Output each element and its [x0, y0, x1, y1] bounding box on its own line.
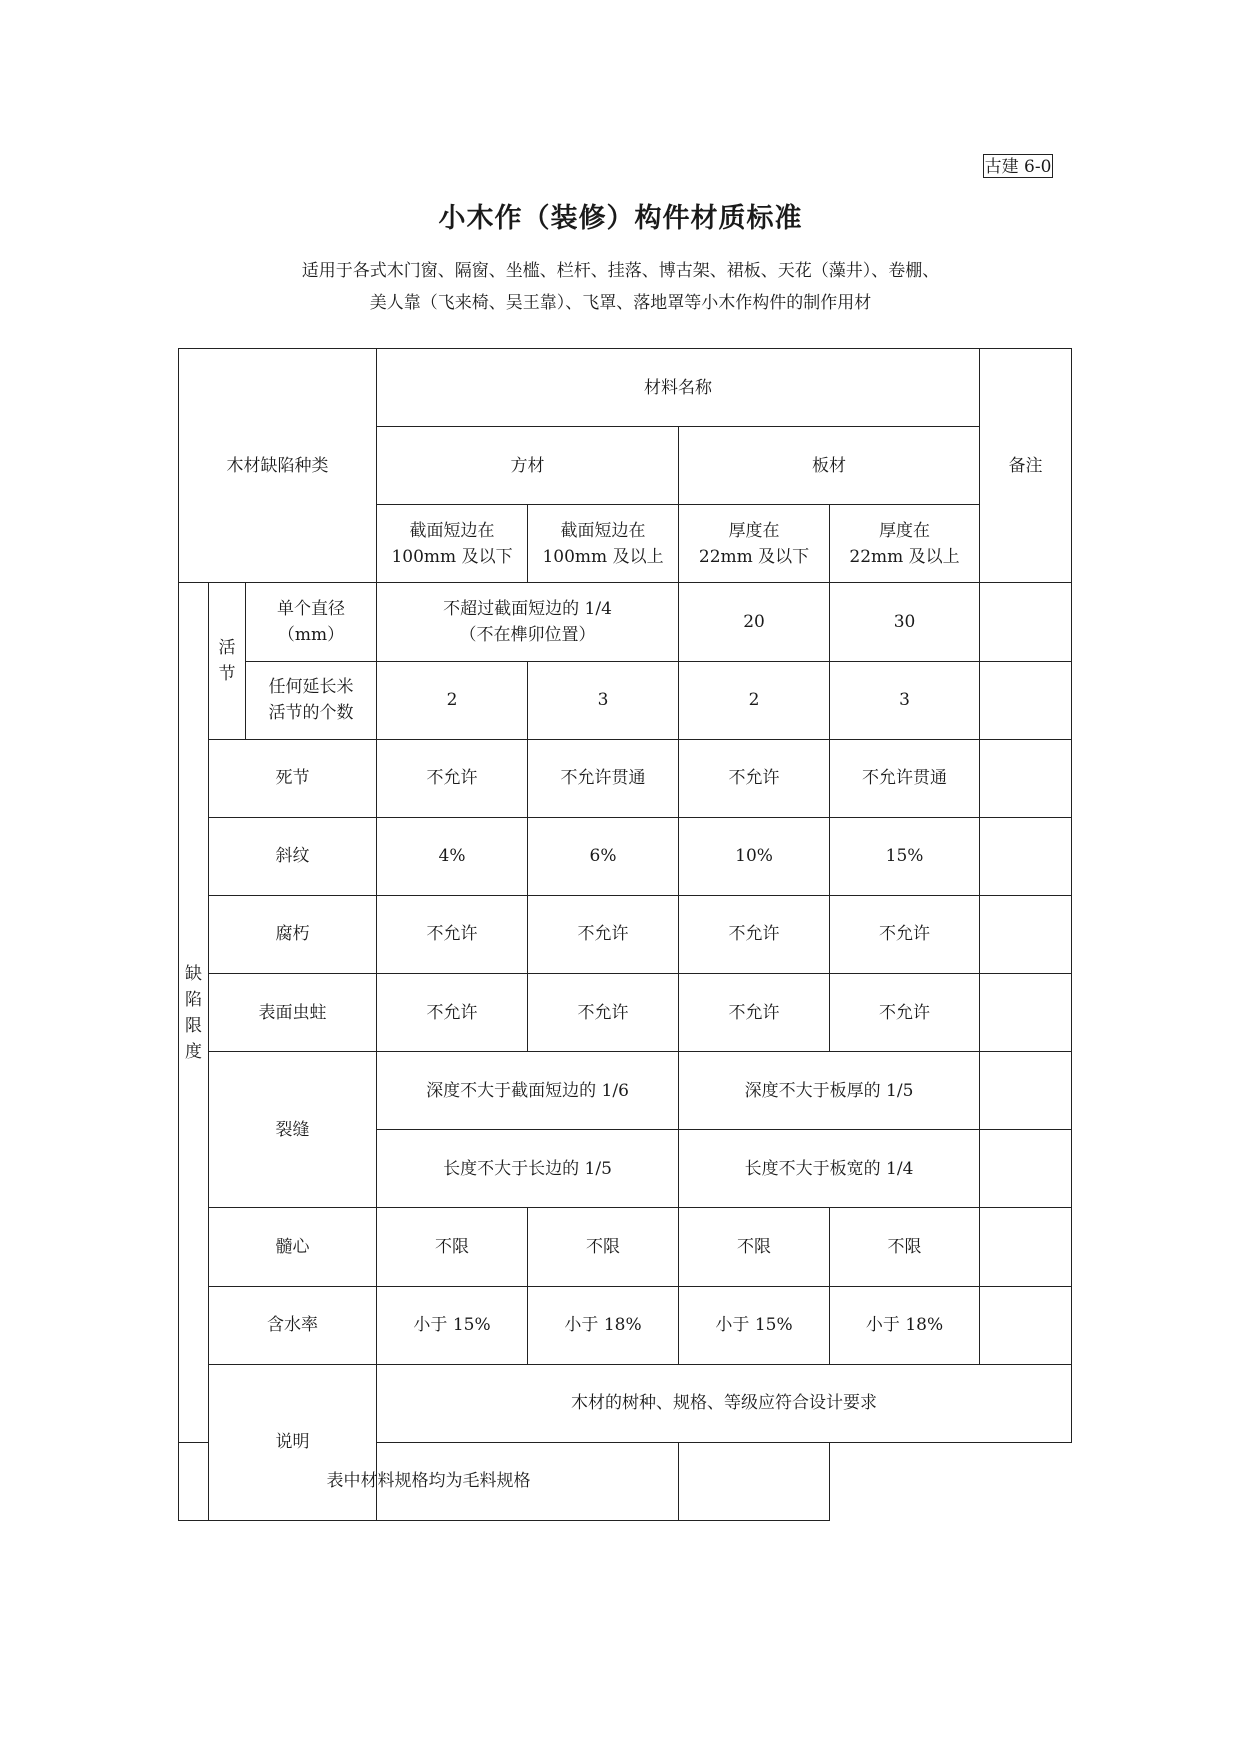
- remarks-cell: [980, 1052, 1072, 1130]
- remarks-cell: [679, 1442, 830, 1520]
- moisture-value: 小于 15%: [377, 1286, 528, 1364]
- moisture-value: 小于 18%: [830, 1286, 980, 1364]
- crack-square-depth: 深度不大于截面短边的 1/6: [377, 1052, 679, 1130]
- notes-label: 说明: [209, 1364, 377, 1520]
- knot-count-value: 2: [679, 661, 830, 739]
- remarks-cell: [980, 1208, 1072, 1286]
- header-sub-2: 截面短边在 100mm 及以上: [528, 505, 679, 583]
- decay-value: 不允许: [830, 895, 980, 973]
- moisture-label: 含水率: [209, 1286, 377, 1364]
- decay-value: 不允许: [377, 895, 528, 973]
- knot-diameter-board-thin: 20: [679, 583, 830, 661]
- knot-diameter-board-thick: 30: [830, 583, 980, 661]
- insect-label: 表面虫蛀: [209, 974, 377, 1052]
- row-knot-count: [179, 661, 1072, 739]
- row-dead-knot: [179, 739, 1072, 817]
- knot-count-value: 3: [528, 661, 679, 739]
- header-row-1: [179, 349, 1072, 427]
- header-sub-4: 厚度在 22mm 及以上: [830, 505, 980, 583]
- material-standard-table: [178, 348, 1072, 1521]
- crack-square-length: 长度不大于长边的 1/5: [377, 1130, 679, 1208]
- header-square: 方材: [377, 427, 679, 505]
- slope-label: 斜纹: [209, 817, 377, 895]
- header-sub-1: 截面短边在 100mm 及以下: [377, 505, 528, 583]
- knot-diameter-label: 单个直径 （mm）: [246, 583, 377, 661]
- insect-value: 不允许: [377, 974, 528, 1052]
- row-pith: [179, 1208, 1072, 1286]
- insect-value: 不允许: [679, 974, 830, 1052]
- slope-value: 4%: [377, 817, 528, 895]
- document-title: 小木作（装修）构件材质标准: [438, 203, 803, 234]
- dead-knot-label: 死节: [209, 739, 377, 817]
- pith-label: 髓心: [209, 1208, 377, 1286]
- header-material-name: 材料名称: [377, 349, 980, 427]
- slope-value: 10%: [679, 817, 830, 895]
- document-code: 古建 6-0: [983, 154, 1053, 178]
- crack-board-depth: 深度不大于板厚的 1/5: [679, 1052, 980, 1130]
- pith-value: 不限: [679, 1208, 830, 1286]
- header-board: 板材: [679, 427, 980, 505]
- remarks-cell: [980, 817, 1072, 895]
- dead-knot-value: 不允许: [679, 739, 830, 817]
- decay-value: 不允许: [679, 895, 830, 973]
- knot-diameter-square: 不超过截面短边的 1/4 （不在榫卯位置）: [377, 583, 679, 661]
- remarks-cell: [980, 583, 1072, 661]
- knot-count-value: 3: [830, 661, 980, 739]
- dead-knot-value: 不允许贯通: [830, 739, 980, 817]
- moisture-value: 小于 15%: [679, 1286, 830, 1364]
- crack-board-length: 长度不大于板宽的 1/4: [679, 1130, 980, 1208]
- defect-limit-group-label: 缺 陷 限 度: [179, 583, 209, 1442]
- insect-value: 不允许: [830, 974, 980, 1052]
- remarks-cell: [980, 661, 1072, 739]
- header-remarks: 备注: [980, 349, 1072, 583]
- note-line-2: 表中材料规格均为毛料规格: [179, 1442, 679, 1520]
- pith-value: 不限: [830, 1208, 980, 1286]
- pith-value: 不限: [377, 1208, 528, 1286]
- remarks-cell: [980, 1130, 1072, 1208]
- knot-count-label: 任何延长米 活节的个数: [246, 661, 377, 739]
- subtitle-line-1: 适用于各式木门窗、隔窗、坐槛、栏杆、挂落、博古架、裙板、天花（藻井）、卷棚、: [301, 261, 940, 281]
- dead-knot-value: 不允许: [377, 739, 528, 817]
- row-knot-diameter: [179, 583, 1072, 661]
- remarks-cell: [980, 1286, 1072, 1364]
- slope-value: 15%: [830, 817, 980, 895]
- row-moisture: [179, 1286, 1072, 1364]
- pith-value: 不限: [528, 1208, 679, 1286]
- note-line-1: 木材的树种、规格、等级应符合设计要求: [377, 1364, 1072, 1442]
- decay-value: 不允许: [528, 895, 679, 973]
- row-slope: [179, 817, 1072, 895]
- header-defect-type: 木材缺陷种类: [179, 349, 377, 583]
- moisture-value: 小于 18%: [528, 1286, 679, 1364]
- remarks-cell: [980, 974, 1072, 1052]
- insect-value: 不允许: [528, 974, 679, 1052]
- decay-label: 腐朽: [209, 895, 377, 973]
- row-insect: [179, 974, 1072, 1052]
- dead-knot-value: 不允许贯通: [528, 739, 679, 817]
- crack-label: 裂缝: [209, 1052, 377, 1208]
- slope-value: 6%: [528, 817, 679, 895]
- knot-count-value: 2: [377, 661, 528, 739]
- row-crack-depth: [179, 1052, 1072, 1130]
- row-note-2: [179, 1442, 1072, 1520]
- header-sub-3: 厚度在 22mm 及以下: [679, 505, 830, 583]
- remarks-cell: [980, 739, 1072, 817]
- row-decay: [179, 895, 1072, 973]
- live-knot-label: 活 节: [209, 583, 246, 739]
- subtitle-line-2: 美人靠（飞来椅、吴王靠）、飞罩、落地罩等小木作构件的制作用材: [369, 293, 872, 313]
- row-note-1: [179, 1364, 1072, 1442]
- remarks-cell: [980, 895, 1072, 973]
